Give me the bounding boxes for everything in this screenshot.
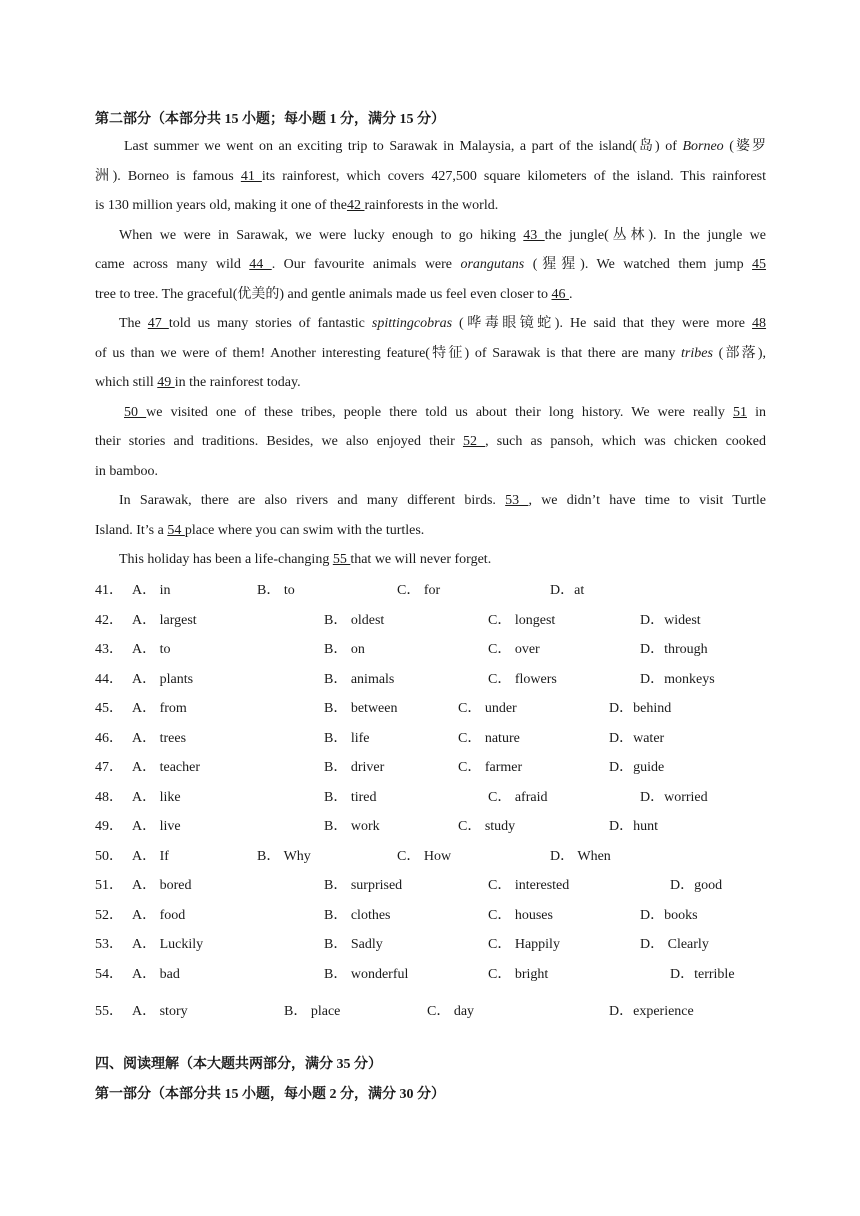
- option-a[interactable]: A． live: [132, 819, 181, 834]
- option-row: [95, 606, 775, 636]
- option-c[interactable]: C． Happily: [488, 937, 560, 952]
- passage-text: The: [119, 316, 148, 331]
- option-d[interactable]: D．guide: [609, 760, 665, 775]
- option-d[interactable]: D．at: [550, 583, 585, 598]
- option-b[interactable]: B． place: [284, 1004, 341, 1019]
- answer-blank: 51: [732, 404, 747, 420]
- passage-line: [95, 427, 766, 457]
- option-c[interactable]: C． interested: [488, 878, 570, 893]
- italic-term: orangutans: [460, 257, 525, 272]
- passage-text: their stories and traditions. Besides, we also enjoyed their: [95, 434, 463, 449]
- option-row: [95, 997, 775, 1027]
- option-d[interactable]: D．water: [609, 730, 665, 746]
- passage-line: [95, 457, 766, 487]
- option-a[interactable]: A． trees: [132, 730, 187, 746]
- question-number: 51．: [95, 878, 123, 893]
- option-d[interactable]: D． Clearly: [640, 937, 709, 952]
- answer-blank: 43: [523, 227, 545, 243]
- option-row: [95, 960, 775, 990]
- option-c[interactable]: C． day: [427, 1004, 475, 1019]
- option-row: [95, 665, 775, 695]
- passage-text: rainforests in the world.: [364, 198, 499, 213]
- answer-blank: 48: [752, 316, 767, 331]
- italic-term: tribes: [681, 345, 713, 361]
- option-a[interactable]: A． in: [132, 583, 171, 598]
- passage-line: [95, 309, 766, 339]
- answer-blank: 52: [462, 434, 486, 449]
- option-b[interactable]: B． surprised: [324, 878, 403, 893]
- passage-text: that we will never forget.: [350, 552, 492, 567]
- option-d[interactable]: D．good: [670, 878, 723, 893]
- passage-text: tree to tree. The graceful(优美的) and gentle animals made us feel even closer to: [95, 286, 552, 302]
- option-b[interactable]: B． wonderful: [324, 966, 409, 982]
- question-number: 48．: [95, 789, 123, 805]
- question-number: 55．: [95, 1004, 123, 1019]
- passage-text: told us many stories of fantastic: [168, 316, 372, 331]
- option-b[interactable]: B． oldest: [324, 612, 385, 628]
- option-a[interactable]: A． bad: [132, 966, 180, 982]
- passage-text: its rainforest, which covers 427,500 square kilometers of the island. This rainforest: [261, 168, 766, 184]
- option-b[interactable]: B． animals: [324, 671, 395, 687]
- question-number: 54．: [95, 966, 123, 982]
- option-c[interactable]: C． study: [458, 819, 516, 834]
- passage-line: [95, 191, 766, 221]
- passage-text: came across many wild: [95, 257, 250, 272]
- option-d[interactable]: D．monkeys: [640, 671, 715, 687]
- passage-text: of us than we were of them! Another interesting feature(特征) of Sarawak is that there are many: [95, 345, 682, 361]
- passage-line: [95, 132, 766, 162]
- option-d[interactable]: D．terrible: [670, 966, 735, 982]
- passage-text: Last summer we went on an exciting trip to Sarawak in Malaysia, a part of the island(岛) of: [124, 139, 683, 154]
- question-number: 49．: [95, 819, 123, 834]
- passage-text: .: [569, 286, 573, 302]
- section-heading: 第二部分（本部分共 15 小题；每小题 1 分，满分 15 分）: [95, 112, 445, 127]
- option-b[interactable]: B． tired: [324, 789, 377, 805]
- passage-text: (哗毒眼镜蛇). He said that they were more: [452, 316, 753, 331]
- passage-text: (猩猩). We watched them jump: [524, 257, 753, 272]
- option-b[interactable]: B． between: [324, 701, 398, 716]
- answer-blank: 55: [332, 552, 351, 567]
- option-a[interactable]: A． story: [132, 1004, 188, 1019]
- option-b[interactable]: B． to: [257, 583, 295, 598]
- answer-blank: 41: [240, 168, 262, 184]
- question-number: 46．: [95, 730, 123, 746]
- passage-line: [95, 250, 766, 280]
- option-d[interactable]: D．widest: [640, 612, 701, 628]
- question-number: 53．: [95, 937, 123, 952]
- passage-text: in the rainforest today.: [174, 375, 301, 390]
- option-a[interactable]: A． Luckily: [132, 937, 204, 952]
- passage-text: This holiday has been a life-changing: [119, 552, 333, 567]
- option-d[interactable]: D．worried: [640, 789, 708, 805]
- option-b[interactable]: B． Why: [257, 848, 311, 864]
- option-b[interactable]: B． life: [324, 730, 370, 746]
- answer-blank: 49: [157, 375, 175, 390]
- option-b[interactable]: B． clothes: [324, 907, 391, 923]
- passage-line: [95, 545, 766, 575]
- passage-text: , we didn’t have time to visit Turtle: [528, 493, 767, 508]
- question-number: 42．: [95, 612, 123, 628]
- passage-text: in bamboo.: [95, 463, 158, 479]
- option-a[interactable]: A． largest: [132, 612, 197, 628]
- answer-blank: 53: [505, 493, 529, 508]
- passage-line: [95, 486, 766, 516]
- passage-text: which still: [95, 375, 158, 390]
- answer-blank: 50: [124, 404, 147, 420]
- section4-heading: 四、阅读理解（本大题共两部分，满分 35 分）: [95, 1057, 382, 1072]
- question-number: 44．: [95, 671, 123, 687]
- question-number: 43．: [95, 642, 123, 657]
- option-row: [95, 930, 775, 960]
- passage-line: [95, 368, 766, 398]
- option-row: [95, 783, 775, 813]
- option-row: [95, 753, 775, 783]
- question-number: 50．: [95, 848, 123, 864]
- option-a[interactable]: A． food: [132, 907, 186, 923]
- passage-text: place where you can swim with the turtles.: [184, 522, 425, 538]
- option-a[interactable]: A． teacher: [132, 760, 201, 775]
- option-c[interactable]: C． longest: [488, 612, 556, 628]
- answer-blank: 44: [249, 257, 272, 272]
- option-a[interactable]: A． from: [132, 701, 187, 716]
- option-c[interactable]: C． flowers: [488, 671, 557, 687]
- passage-line: [95, 516, 766, 546]
- option-a[interactable]: A． bored: [132, 878, 192, 893]
- answer-blank: 54: [167, 522, 185, 538]
- option-row: [95, 576, 775, 606]
- passage-text: (婆罗: [723, 139, 766, 154]
- option-c[interactable]: C． over: [488, 642, 540, 657]
- italic-term: spittingcobras: [371, 316, 453, 331]
- option-row: [95, 635, 775, 665]
- part1-heading: 第一部分（本部分共 15 小题，每小题 2 分，满分 30 分）: [95, 1087, 445, 1102]
- answer-blank: 45: [752, 257, 767, 272]
- question-number: 45．: [95, 701, 123, 716]
- passage-text: (部落),: [712, 345, 766, 361]
- option-c[interactable]: C． for: [397, 583, 441, 598]
- option-row: [95, 842, 775, 872]
- option-b[interactable]: B． on: [324, 642, 365, 657]
- question-number: 52．: [95, 907, 123, 923]
- option-c[interactable]: C． houses: [488, 907, 553, 923]
- passage-text: In Sarawak, there are also rivers and many different birds.: [119, 493, 506, 508]
- option-row: [95, 901, 775, 931]
- passage-text: , such as pansoh, which was chicken cooked: [485, 434, 766, 449]
- answer-blank: 42: [346, 198, 365, 213]
- option-c[interactable]: C． How: [397, 848, 452, 864]
- option-row: [95, 694, 775, 724]
- option-d[interactable]: D．books: [640, 907, 698, 923]
- passage-line: [95, 398, 766, 428]
- option-a[interactable]: A． like: [132, 789, 181, 805]
- option-row: [95, 724, 775, 754]
- option-a[interactable]: A． to: [132, 642, 171, 657]
- option-c[interactable]: C． bright: [488, 966, 549, 982]
- option-d[interactable]: D．behind: [609, 701, 672, 716]
- option-c[interactable]: C． nature: [458, 730, 520, 746]
- passage-text: in: [746, 404, 767, 420]
- option-d[interactable]: D．hunt: [609, 819, 658, 834]
- passage-line: [95, 221, 766, 251]
- answer-blank: 47: [147, 316, 169, 331]
- passage-text: When we were in Sarawak, we were lucky enough to go hiking: [119, 227, 524, 243]
- question-number: 47．: [95, 760, 123, 775]
- passage-line: [95, 339, 766, 369]
- italic-term: Borneo: [682, 139, 724, 154]
- passage-line: [95, 280, 766, 310]
- passage-line: [95, 162, 766, 192]
- option-d[interactable]: D．through: [640, 642, 708, 657]
- option-c[interactable]: C． under: [458, 701, 517, 716]
- option-a[interactable]: A． If: [132, 848, 169, 864]
- option-row: [95, 812, 775, 842]
- cloze-passage: [95, 132, 766, 575]
- passage-text: we visited one of these tribes, people there told us about their long history. We were really: [146, 404, 733, 420]
- option-d[interactable]: D． When: [550, 848, 611, 864]
- passage-text: 洲). Borneo is famous: [95, 168, 241, 184]
- option-c[interactable]: C． afraid: [488, 789, 548, 805]
- option-b[interactable]: B． Sadly: [324, 937, 383, 952]
- option-b[interactable]: B． driver: [324, 760, 385, 775]
- passage-text: . Our favourite animals were: [271, 257, 461, 272]
- option-d[interactable]: D．experience: [609, 1004, 694, 1019]
- option-c[interactable]: C． farmer: [458, 760, 523, 775]
- options-list: [95, 576, 775, 1027]
- passage-text: the jungle(丛林). In the jungle we: [544, 227, 766, 243]
- passage-text: is 130 million years old, making it one of the: [95, 198, 347, 213]
- option-a[interactable]: A． plants: [132, 671, 194, 687]
- passage-text: Island. It’s a: [95, 522, 168, 538]
- question-number: 41．: [95, 583, 123, 598]
- option-row: [95, 871, 775, 901]
- answer-blank: 46: [551, 286, 569, 302]
- option-b[interactable]: B． work: [324, 819, 380, 834]
